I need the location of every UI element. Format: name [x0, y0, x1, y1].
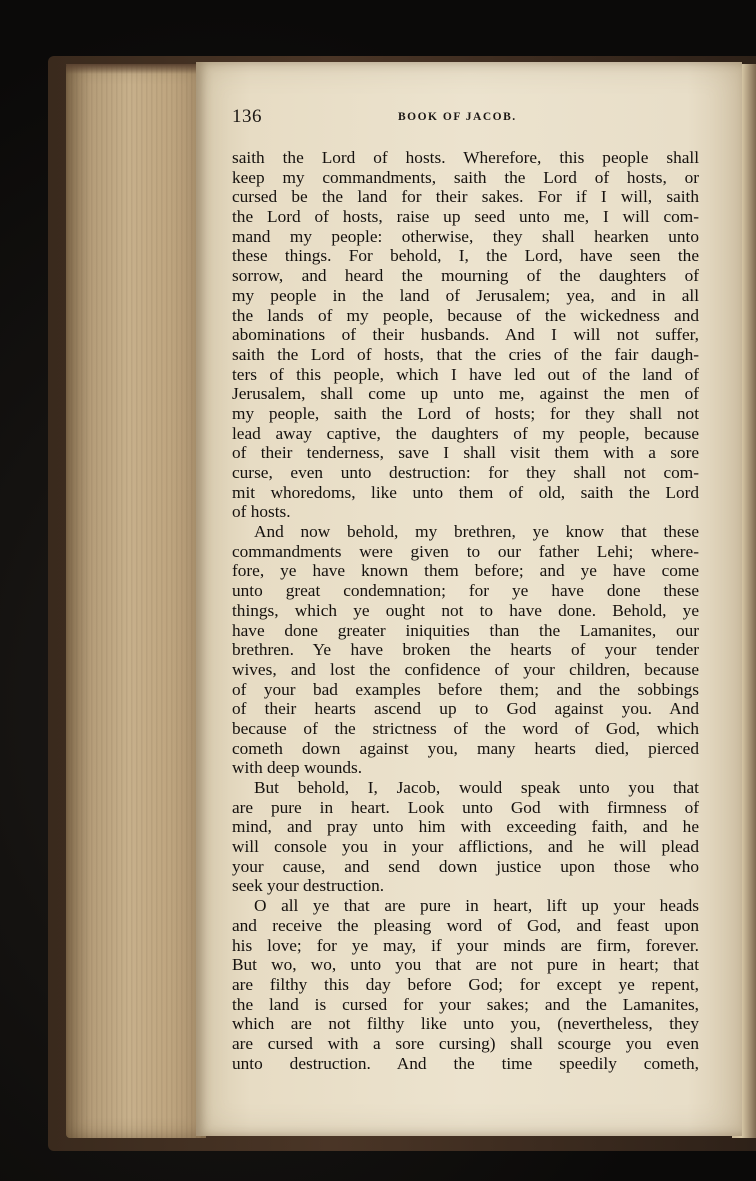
text-line: these things. For behold, I, the Lord, have seen the [232, 246, 699, 266]
body-text [232, 148, 699, 1088]
text-line: my people in the land of Jerusalem; yea, and in all [232, 285, 699, 305]
text-line: and receive the pleasing word of God, and feast upon [232, 915, 699, 935]
text-line: mind, and pray unto him with exceeding faith, and he [232, 817, 699, 837]
page-edges-shadow [66, 64, 206, 74]
text-line: which are not filthy like unto you, (nevertheless, they [232, 1014, 699, 1034]
text-line: And now behold, my brethren, ye know that these [254, 522, 699, 542]
text-line: of your bad examples before them; and the sobbings [232, 679, 699, 699]
text-line: cometh down against you, many hearts died, pierced [232, 738, 699, 758]
text-line: have done greater iniquities than the Lamanites, our [232, 620, 699, 640]
text-line: abominations of their husbands. And I will not suffer, [232, 325, 699, 345]
text-line: with deep wounds. [232, 758, 363, 778]
text-line: saith the Lord of hosts, that the cries of the fair daugh- [232, 344, 699, 364]
text-line: fore, ye have known them before; and ye have come [232, 561, 699, 581]
text-line: will console you in your afflictions, and he will plead [232, 837, 699, 857]
text-line: commandments were given to our father Lehi; where- [232, 541, 699, 561]
text-line: cursed be the land for their sakes. For if I will, saith [232, 187, 699, 207]
page-number: 136 [232, 106, 262, 127]
text-line: wives, and lost the confidence of your children, because [232, 659, 699, 679]
text-line: the land is cursed for your sakes; and the Lamanites, [232, 994, 699, 1014]
text-line: of hosts. [232, 502, 291, 522]
text-line: of their hearts ascend up to God against you. And [232, 699, 699, 719]
text-line: lead away captive, the daughters of my people, because [232, 423, 699, 443]
running-title: BOOK OF JACOB. [398, 111, 517, 123]
running-head [232, 106, 702, 130]
page-edges [66, 64, 206, 1138]
text-line: are filthy this day before God; for except ye repent, [232, 974, 699, 994]
text-line: But wo, wo, unto you that are not pure in heart; that [232, 955, 699, 975]
text-line: keep my commandments, saith the Lord of hosts, or [232, 167, 699, 187]
text-line: unto great condemnation; for ye have done these [232, 581, 699, 601]
text-line: saith the Lord of hosts. Wherefore, this people shall [232, 148, 699, 167]
text-line: mit whoredoms, like unto them of old, saith the Lord [232, 482, 699, 502]
text-line: his love; for ye may, if your minds are firm, forever. [232, 935, 699, 955]
text-line: seek your destruction. [232, 876, 385, 896]
text-line: are cursed with a sore cursing) shall scourge you even [232, 1033, 699, 1053]
text-line: the Lord of hosts, raise up seed unto me, I will com- [232, 207, 699, 227]
text-line: of their tenderness, save I shall visit them with a sore [232, 443, 699, 463]
text-line: Jerusalem, shall come up unto me, against the men of [232, 384, 699, 404]
text-line: are pure in heart. Look unto God with firmness of [232, 797, 699, 817]
text-line: unto destruction. And the time speedily cometh, [232, 1053, 699, 1073]
text-line: because of the strictness of the word of God, which [232, 718, 699, 738]
text-line: my people, saith the Lord of hosts; for they shall not [232, 403, 699, 423]
text-line: ters of this people, which I have led out of the land of [232, 364, 699, 384]
text-line: your cause, and send down justice upon those who [232, 856, 699, 876]
text-line: O all ye that are pure in heart, lift up your heads [254, 896, 699, 916]
text-line: brethren. Ye have broken the hearts of your tender [232, 640, 699, 660]
text-line: the lands of my people, because of the wickedness and [232, 305, 699, 325]
text-line: But behold, I, Jacob, would speak unto you that [254, 778, 699, 797]
text-line: things, which ye ought not to have done. Behold, ye [232, 600, 699, 620]
text-line: curse, even unto destruction: for they shall not com- [232, 463, 699, 482]
text-line: sorrow, and heard the mourning of the daughters of [232, 266, 699, 286]
text-line: mand my people: otherwise, they shall hearken unto [232, 226, 699, 246]
